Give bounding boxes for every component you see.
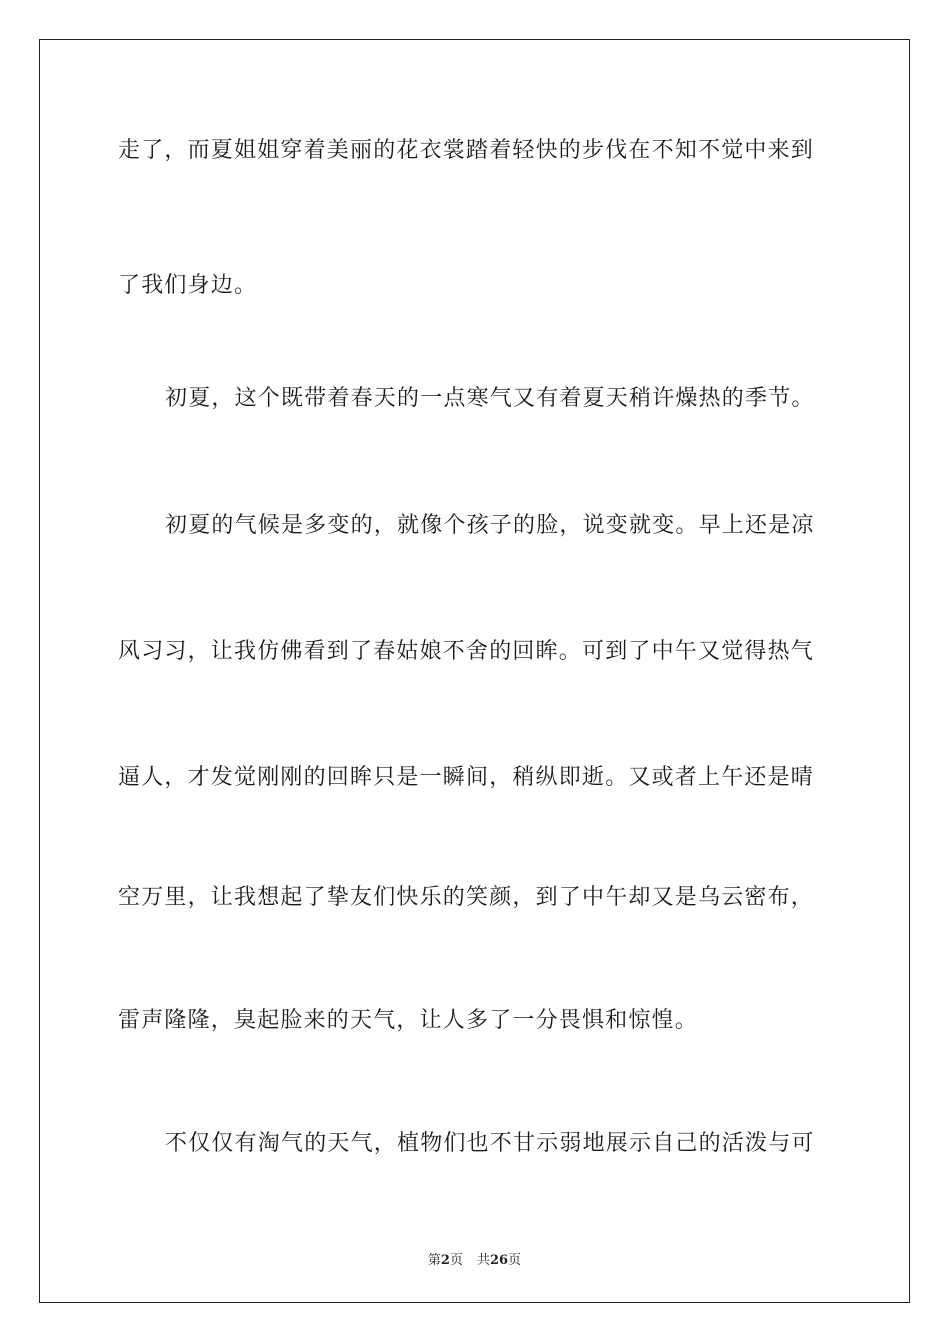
document-page xyxy=(39,39,910,1303)
text-line-8: 雷声隆隆，臭起脸来的天气，让人多了一分畏惧和惊惶。 xyxy=(118,1008,699,1033)
text-line-2: 了我们身边。 xyxy=(118,273,258,298)
paragraph-start-line-9: 不仅仅有淘气的天气，植物们也不甘示弱地展示自己的活泼与可 xyxy=(165,1131,815,1156)
total-suffix: 页 xyxy=(508,1253,522,1268)
page-footer xyxy=(40,1249,909,1268)
total-prefix: 共 xyxy=(476,1253,490,1268)
page-number: 2 xyxy=(440,1253,450,1268)
page-suffix: 页 xyxy=(449,1253,463,1268)
paragraph-start-line-3: 初夏，这个既带着春天的一点寒气又有着夏天稍许燥热的季节。 xyxy=(165,386,815,411)
paragraph-start-line-4: 初夏的气候是多变的，就像个孩子的脸，说变就变。早上还是凉 xyxy=(165,513,815,538)
text-line-6: 逼人，才发觉刚刚的回眸只是一瞬间，稍纵即逝。又或者上午还是晴 xyxy=(118,765,815,790)
text-line-1: 走了，而夏姐姐穿着美丽的花衣裳踏着轻快的步伐在不知不觉中来到 xyxy=(118,138,815,163)
text-line-5: 风习习，让我仿佛看到了春姑娘不舍的回眸。可到了中午又觉得热气 xyxy=(118,639,815,664)
page-prefix: 第 xyxy=(427,1253,441,1268)
text-line-7: 空万里，让我想起了挚友们快乐的笑颜，到了中午却又是乌云密布， xyxy=(118,885,815,910)
total-pages: 26 xyxy=(489,1253,509,1268)
